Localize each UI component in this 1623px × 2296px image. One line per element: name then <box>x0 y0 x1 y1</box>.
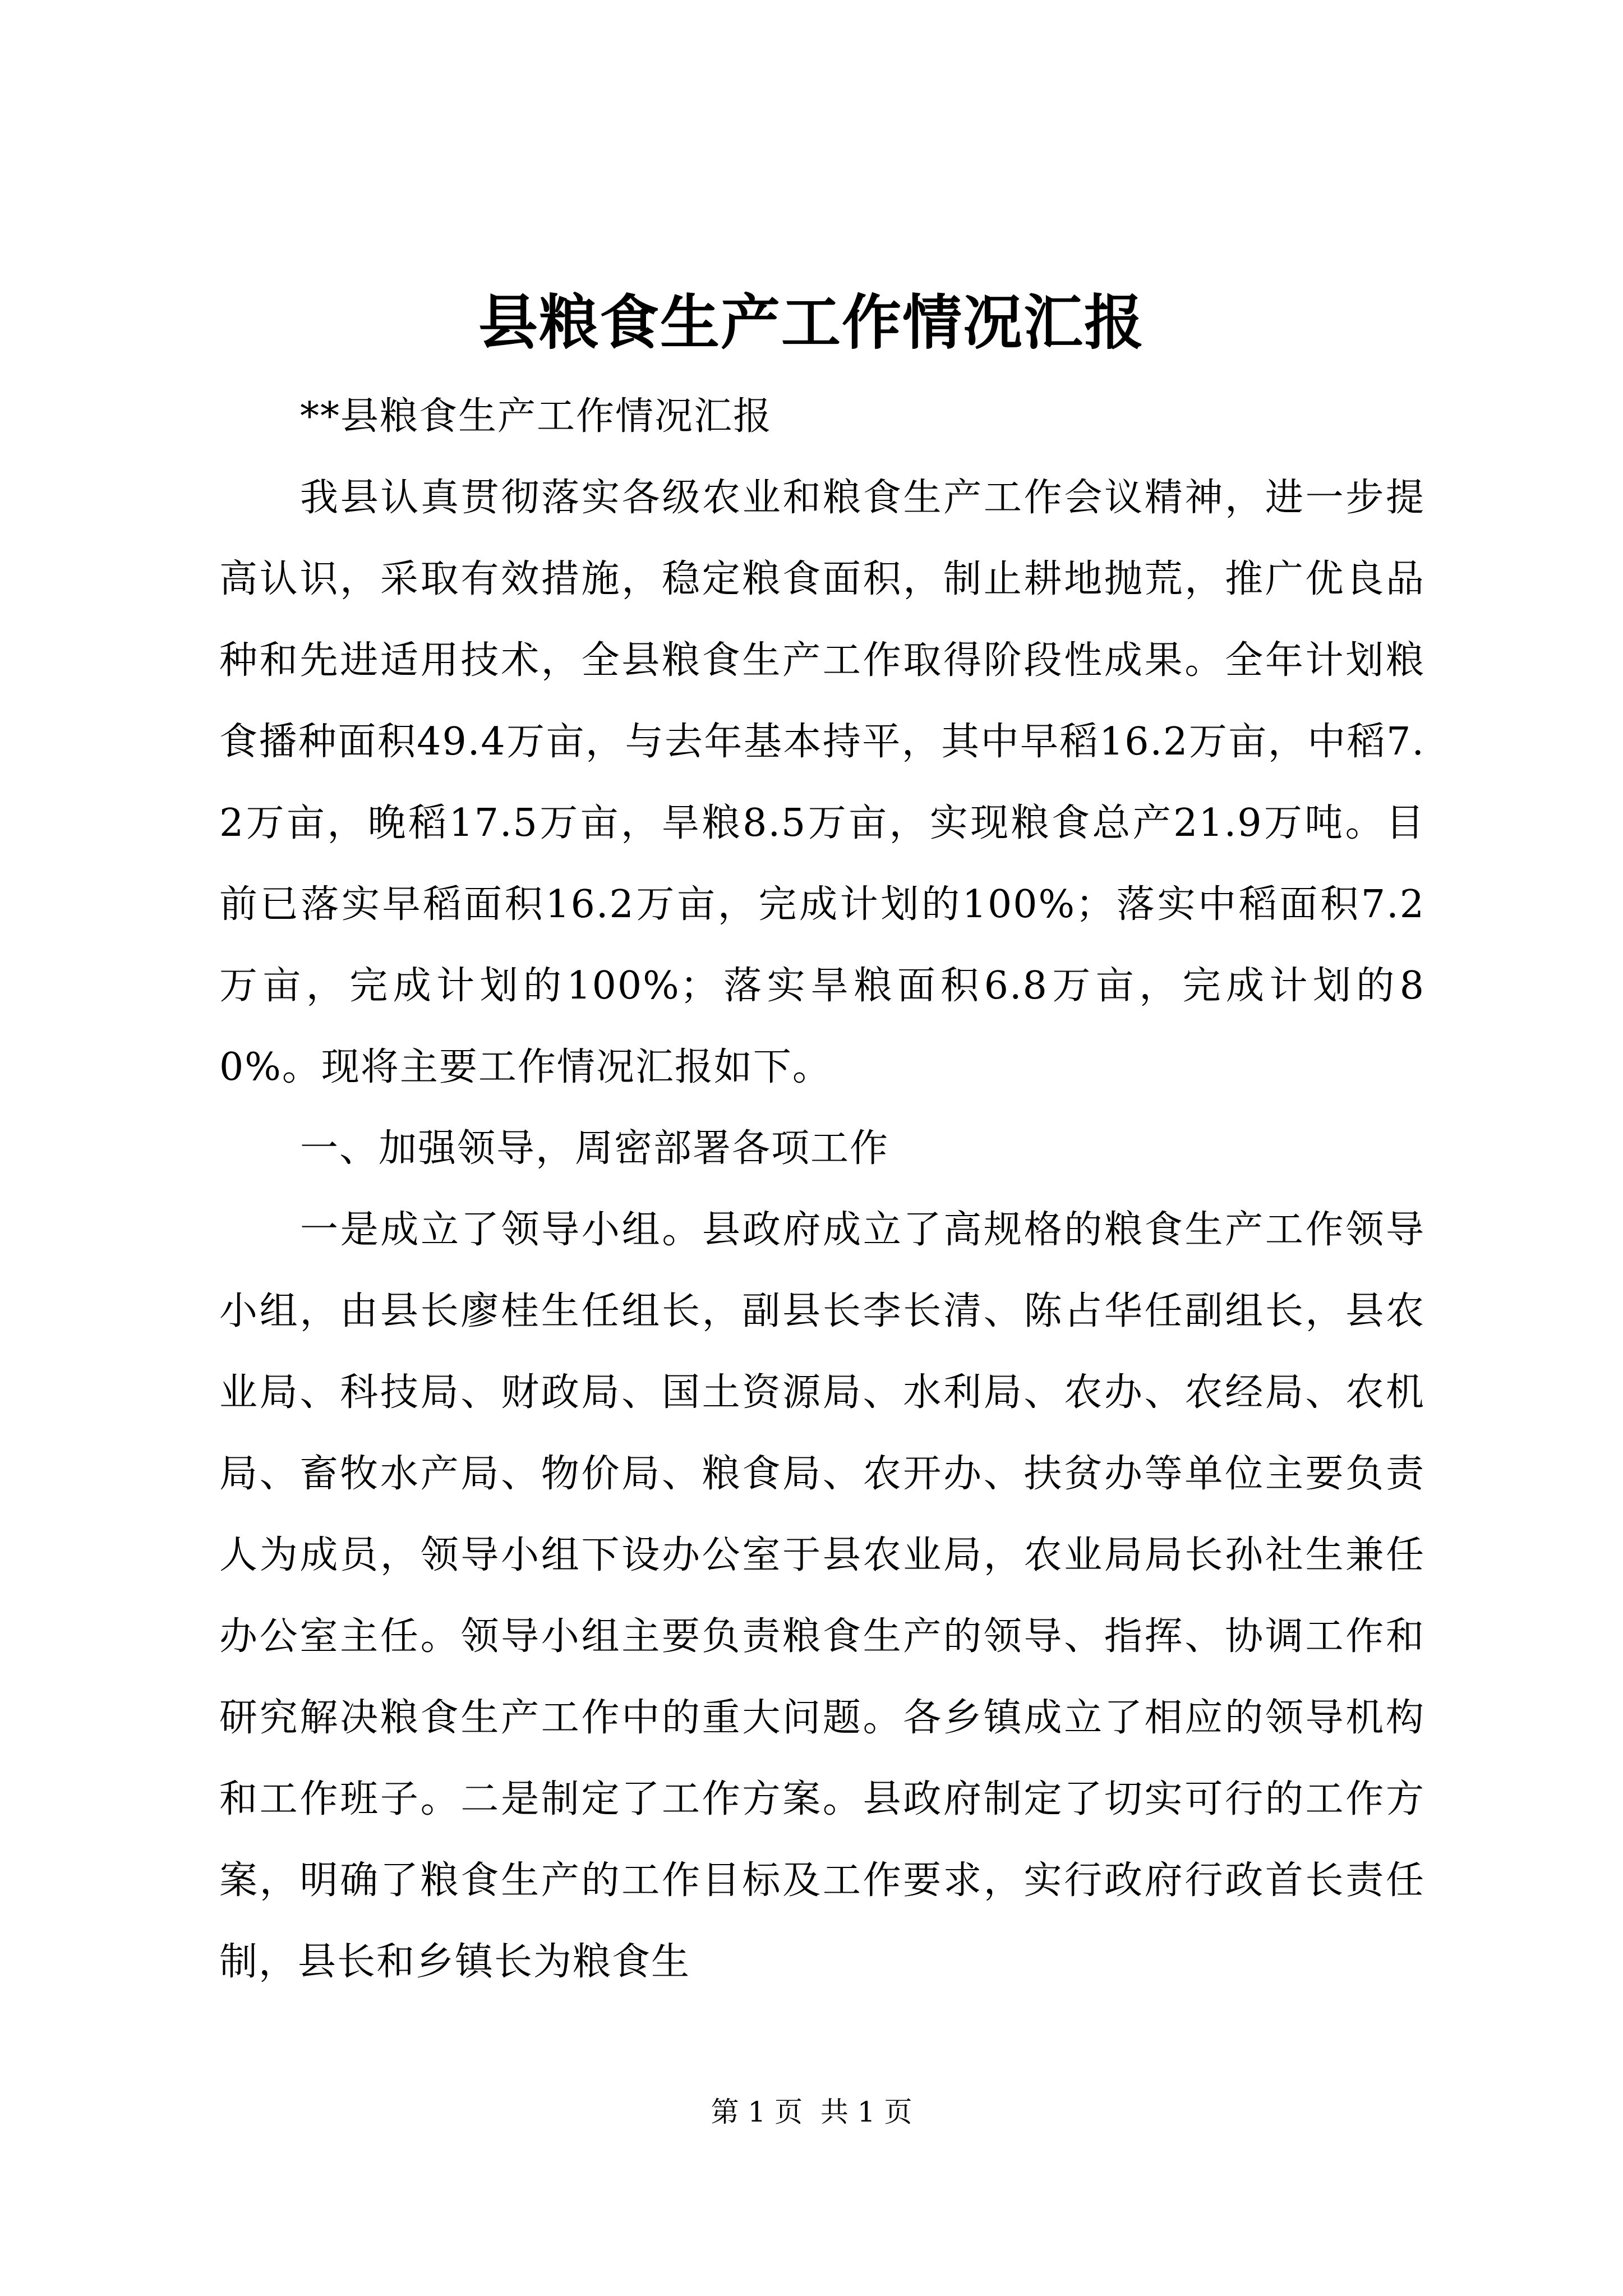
page-number-label: 第 1 页 共 1 页 <box>711 2096 912 2128</box>
paragraph-summary: 我县认真贯彻落实各级农业和粮食生产工作会议精神，进一步提高认识，采取有效措施，稳定粮食面积，制止耕地抛荒，推广优良品种和先进适用技术，全县粮食生产工作取得阶段性成果。全年计划粮食播种面积49.4万亩，与去年基本持平，其中早稻16.2万亩，中稻7.2万亩，晚稻17.5万亩，旱粮8.5万亩，实现粮食总产21.9万吨。目前已落实早稻面积16.2万亩，完成计划的100%；落实中稻面积7.2万亩，完成计划的100%；落实旱粮面积6.8万亩，完成计划的80%。现将主要工作情况汇报如下。 <box>219 476 1425 1089</box>
paragraph-subtitle: **县粮食生产工作情况汇报 <box>300 394 773 439</box>
document-title: 县粮食生产工作情况汇报 <box>478 287 1145 357</box>
page-footer <box>0 2090 1623 2134</box>
paragraph-section-1: 一是成立了领导小组。县政府成立了高规格的粮食生产工作领导小组，由县长廖桂生任组长，副县长李长清、陈占华任副组长，县农业局、科技局、财政局、国土资源局、水利局、农办、农经局、农机局、畜牧水产局、物价局、粮食局、农开办、扶贫办等单位主要负责人为成员，领导小组下设办公室于县农业局，农业局局长孙社生兼任办公室主任。领导小组主要负责粮食生产的领导、指挥、协调工作和研究解决粮食生产工作中的重大问题。各乡镇成立了相应的领导机构和工作班子。二是制定了工作方案。县政府制定了切实可行的工作方案，明确了粮食生产的工作目标及工作要求，实行政府行政首长责任制，县长和乡镇长为粮食生 <box>219 1208 1425 1984</box>
section-heading-1: 一、加强领导，周密部署各项工作 <box>300 1126 889 1171</box>
document-body <box>219 376 1425 2003</box>
